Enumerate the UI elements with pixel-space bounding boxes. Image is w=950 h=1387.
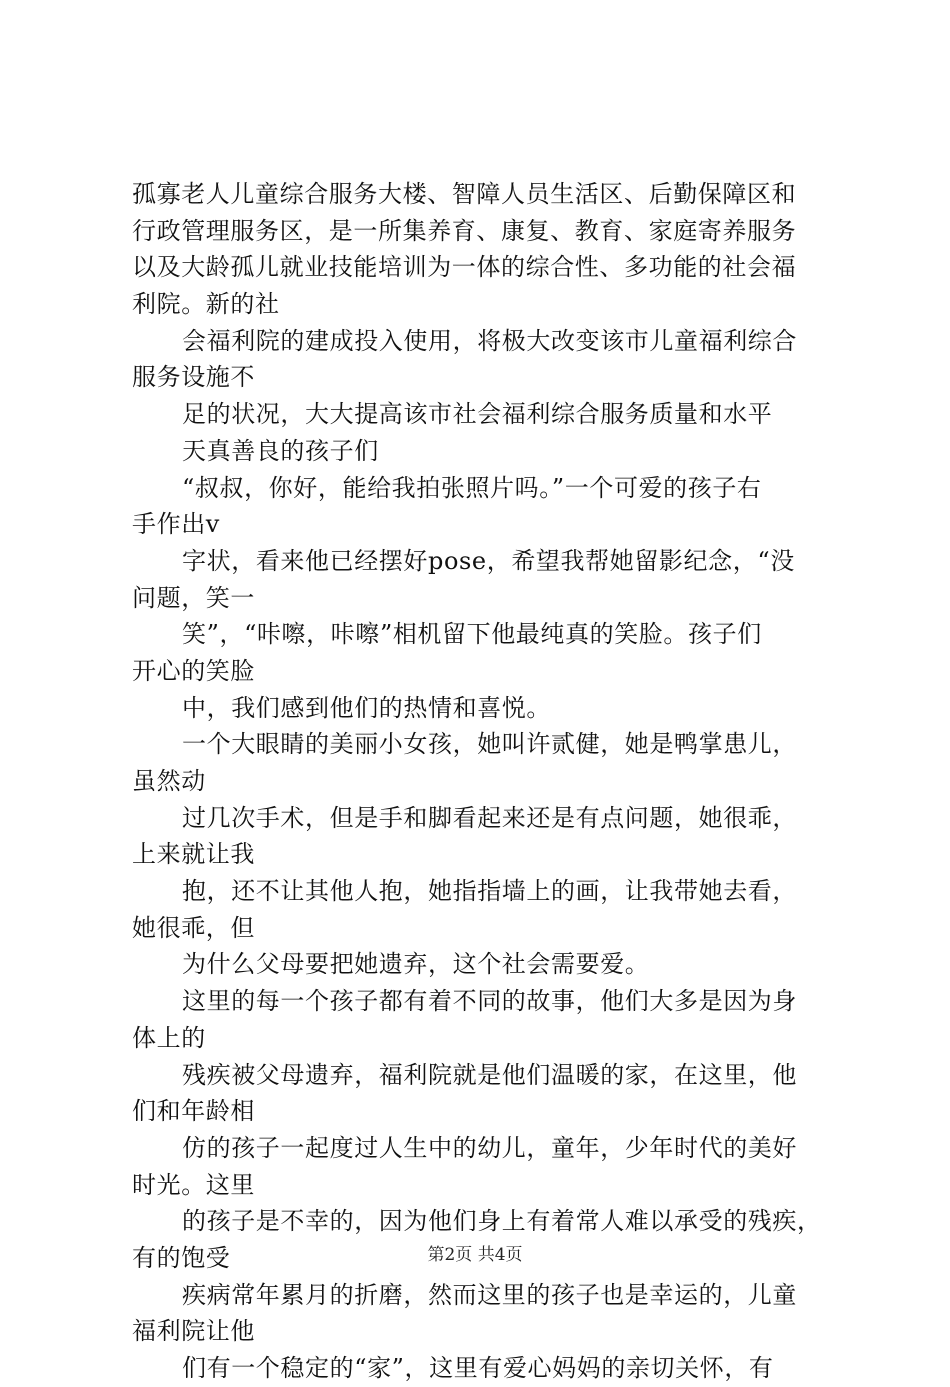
- text-line: 服务设施不: [132, 363, 255, 392]
- text-line: 时光。这里: [132, 1170, 255, 1199]
- document-body: [132, 176, 832, 1387]
- text-line: 问题，笑一: [132, 583, 255, 612]
- text-line: 们有一个稳定的“家”，这里有爱心妈妈的亲切关怀，有: [182, 1354, 774, 1382]
- text-line: 抱，还不让其他人抱，她指指墙上的画，让我带她去看，: [182, 877, 797, 906]
- text-line: 过几次手术，但是手和脚看起来还是有点问题，她很乖，: [182, 803, 797, 832]
- text-line: 这里的每一个孩子都有着不同的故事，他们大多是因为身: [182, 987, 797, 1016]
- text-line: 福利院让他: [132, 1317, 255, 1346]
- text-line: 足的状况，大大提高该市社会福利综合服务质量和水平: [182, 400, 773, 429]
- text-line: 虽然动: [132, 767, 206, 795]
- text-line: 以及大龄孤儿就业技能培训为一体的综合性、多功能的社会福: [132, 253, 797, 282]
- text-line: 字状，看来他已经摆好pose，希望我帮她留影纪念，“没: [182, 546, 795, 575]
- text-line: 笑”，“咔嚓，咔嚓”相机留下他最纯真的笑脸。孩子们: [182, 620, 762, 649]
- text-line: 孤寡老人儿童综合服务大楼、智障人员生活区、后勤保障区和: [132, 180, 797, 208]
- text-line: 体上的: [132, 1023, 206, 1052]
- text-line: 会福利院的建成投入使用，将极大改变该市儿童福利综合: [182, 326, 797, 355]
- text-line: 行政管理服务区，是一所集养育、康复、教育、家庭寄养服务: [132, 216, 797, 245]
- text-line: 利院。新的社: [132, 290, 280, 319]
- text-line: 残疾被父母遗弃，福利院就是他们温暖的家，在这里，他: [182, 1060, 797, 1089]
- text-line: 仿的孩子一起度过人生中的幼儿，童年，少年时代的美好: [182, 1133, 797, 1162]
- page-footer: 第2页 共4页: [427, 1245, 523, 1265]
- text-line: 她很乖，但: [132, 913, 255, 942]
- text-line: “叔叔，你好，能给我拍张照片吗。”一个可爱的孩子右: [182, 473, 762, 502]
- text-line: 们和年龄相: [132, 1097, 255, 1126]
- text-line: 开心的笑脸: [132, 656, 255, 685]
- text-line: 有的饱受: [132, 1243, 231, 1272]
- text-line: 的孩子是不幸的，因为他们身上有着常人难以承受的残疾，: [182, 1207, 822, 1236]
- text-line: 天真善良的孩子们: [182, 436, 379, 465]
- text-line: 一个大眼睛的美丽小女孩，她叫许贰健，她是鸭掌患儿，: [182, 730, 797, 759]
- text-line: 为什么父母要把她遗弃，这个社会需要爱。: [182, 950, 650, 979]
- text-line: 中，我们感到他们的热情和喜悦。: [182, 693, 551, 722]
- text-line: 上来就让我: [132, 840, 255, 869]
- text-line: 疾病常年累月的折磨，然而这里的孩子也是幸运的，儿童: [182, 1280, 797, 1309]
- text-line: 手作出v: [132, 510, 220, 539]
